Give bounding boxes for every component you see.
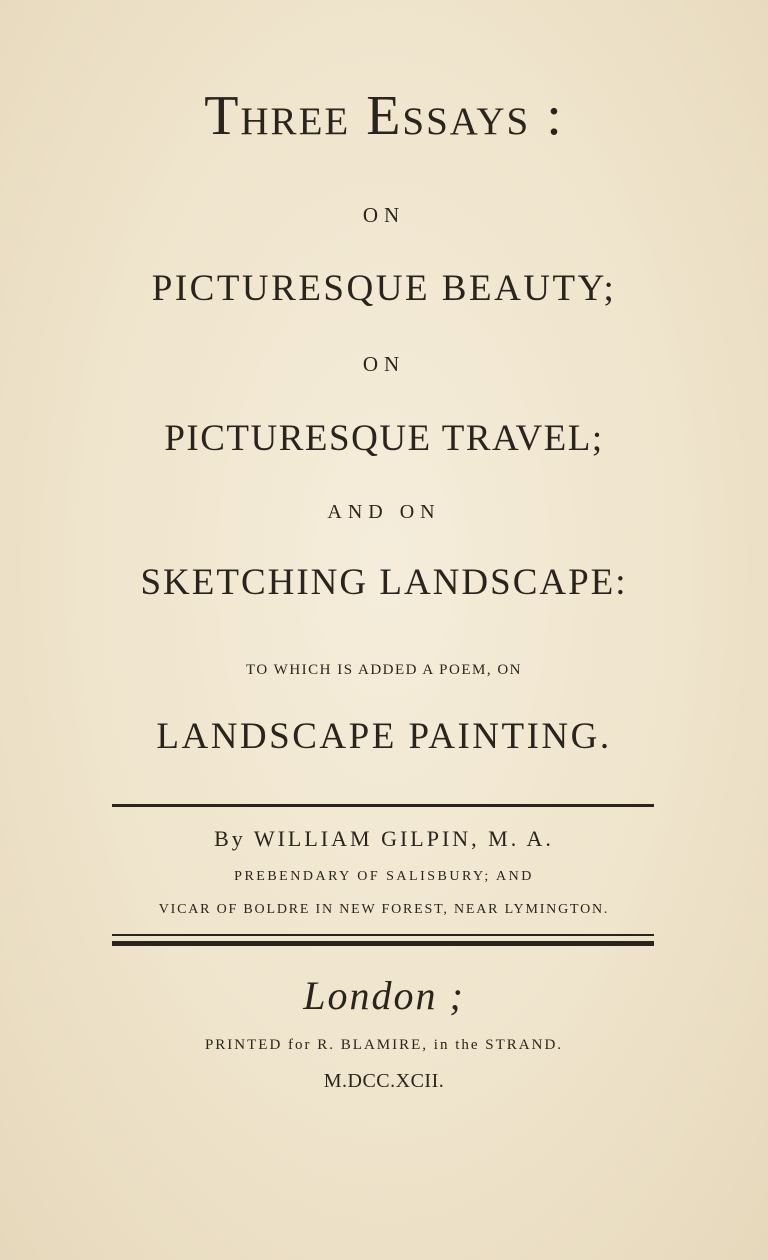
author-line: By WILLIAM GILPIN, M. A. bbox=[214, 826, 554, 851]
imprint-year: M.DCC.XCII. bbox=[323, 1070, 445, 1092]
lower-rule-thick bbox=[112, 941, 654, 946]
connector-on-2: ON bbox=[362, 352, 406, 376]
essay-title-beauty: PICTURESQUE BEAUTY; bbox=[151, 268, 617, 309]
poem-title: LANDSCAPE PAINTING. bbox=[156, 716, 612, 757]
author-position-2: VICAR OF BOLDRE IN NEW FOREST, NEAR LYMINGTON. bbox=[158, 902, 610, 917]
added-poem-note: TO WHICH IS ADDED A POEM, ON bbox=[245, 662, 523, 678]
imprint-city: London ; bbox=[303, 973, 465, 1018]
connector-on-1: ON bbox=[362, 203, 406, 227]
author-position-1: PREBENDARY OF SALISBURY; AND bbox=[234, 869, 534, 884]
book-title: Three Essays : bbox=[204, 85, 564, 147]
lower-rule-thin bbox=[112, 934, 654, 936]
upper-rule bbox=[112, 804, 654, 807]
essay-title-sketching: SKETCHING LANDSCAPE: bbox=[140, 562, 628, 603]
imprint-printer: PRINTED for R. BLAMIRE, in the STRAND. bbox=[204, 1037, 564, 1053]
essay-title-travel: PICTURESQUE TRAVEL; bbox=[164, 418, 604, 459]
connector-and-on: AND ON bbox=[327, 501, 441, 523]
